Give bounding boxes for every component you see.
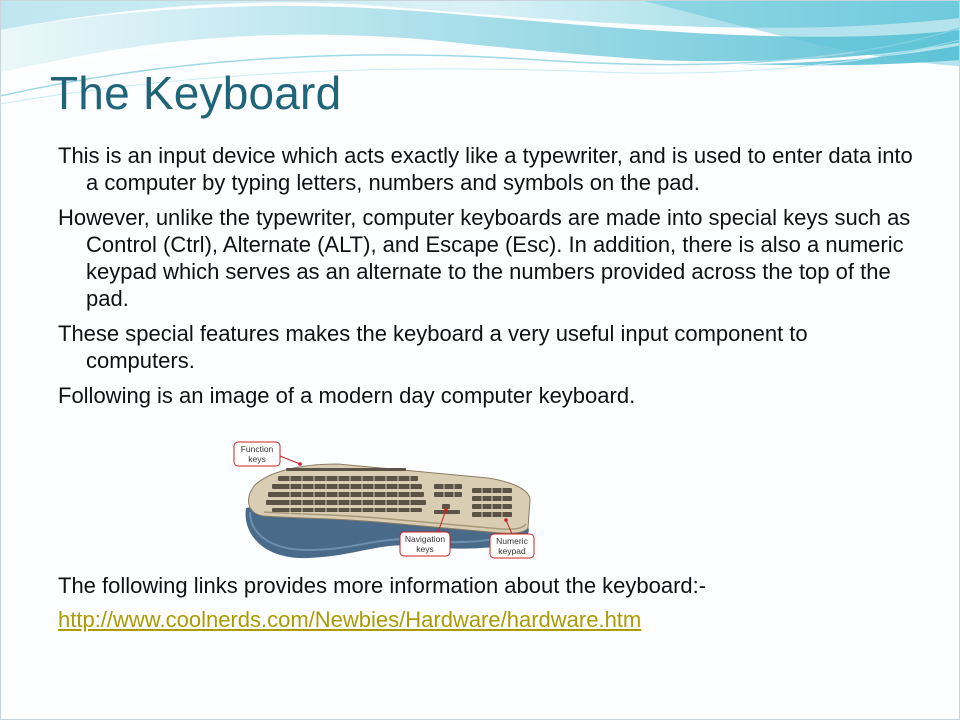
- paragraph-image-intro: Following is an image of a modern day computer keyboard.: [58, 383, 636, 408]
- hardware-link[interactable]: http://www.coolnerds.com/Newbies/Hardware/hardware.htm: [58, 607, 642, 632]
- callout-navigation-label-line2: keys: [416, 544, 434, 554]
- callout-numeric-label-line1: Numeric: [496, 536, 528, 546]
- paragraph-special-keys: However, unlike the typewriter, computer keyboards are made into special keys such as Control (Ctrl), Alternate (ALT), and Escape (Esc). In addition, there is also a numeric keypad which serves as an alternate to the numbers provided across the top of the pad.: [58, 205, 911, 311]
- callout-function-label-line1: Function: [240, 444, 274, 454]
- callout-function-label-line2: keys: [248, 454, 266, 464]
- links-intro: The following links provides more information about the keyboard:-: [58, 573, 707, 598]
- callout-numeric-label-line2: keypad: [498, 546, 526, 556]
- paragraph-special-features: These special features makes the keyboard a very useful input component to computers.: [58, 321, 808, 373]
- callout-navigation-label-line1: Navigation: [404, 534, 446, 544]
- paragraph-input-device: This is an input device which acts exactly like a typewriter, and is used to enter data into a computer by typing letters, numbers and symbols on the pad.: [58, 143, 913, 195]
- slide-title: The Keyboard: [50, 67, 342, 119]
